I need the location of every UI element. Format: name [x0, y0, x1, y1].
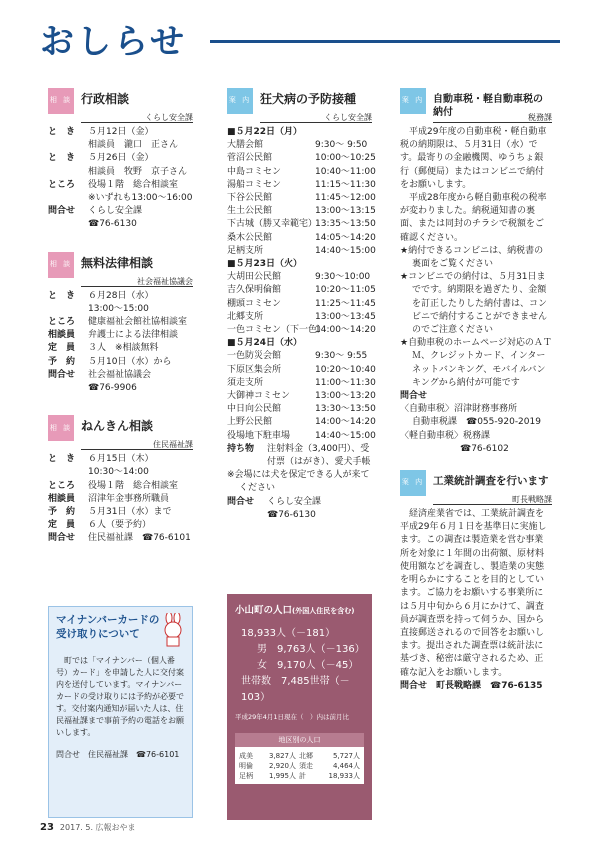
- row-label: と き: [48, 290, 76, 301]
- card-body: 町では「マイナンバー（個人番号）カード」を申請した人に交付案内を送付しています。マイナンバーカードの受け取りには予約が必要です。交付案内通知が届いた人は、住民福祉課まで事前予約の電話をお願いします。: [56, 656, 184, 737]
- row-value: 相談員 瀧口 正さん: [88, 140, 179, 151]
- row-value: 相談員 牧野 京子さん: [88, 166, 188, 177]
- row-label: 定 員: [48, 343, 76, 354]
- time: 13:00～13:15: [315, 206, 376, 217]
- label: 問合せ: [227, 496, 255, 507]
- schedule-date: ■５月23日（火）: [227, 259, 303, 270]
- venue: 須走支所: [227, 377, 264, 388]
- venue: 生土公民館: [227, 206, 273, 217]
- time: 11:45～12:00: [315, 193, 376, 204]
- venue: 中日向公民館: [227, 404, 282, 415]
- area-table: [235, 733, 364, 784]
- pop-note: 平成29年4月1日現在（ ）内は前月比: [235, 713, 350, 721]
- area-cell: 18,933人: [328, 772, 360, 780]
- section-title: ねんきん相談: [81, 419, 154, 434]
- schedule-row: [227, 311, 376, 324]
- row-label: [48, 166, 88, 179]
- time: 11:00～11:30: [315, 377, 376, 388]
- section-tag: 相 談: [48, 252, 74, 278]
- paragraph: 平成28年度から軽自動車税の税率が変わりました。納税通知書の裏面、または同封のチラシで税額をご確認ください。: [400, 193, 547, 243]
- venue: 湯船コミセン: [227, 179, 282, 190]
- time: 13:35～13:50: [315, 219, 376, 230]
- info-row: [48, 342, 193, 355]
- info-row: [48, 303, 193, 316]
- venue: 北郷支所: [227, 311, 264, 322]
- contact: 〈自動車税〉沼津財務事務所: [400, 404, 518, 415]
- schedule-row: [227, 205, 376, 218]
- mynumber-card: [48, 606, 193, 818]
- row-value: 沼津年金事務所職員: [88, 493, 170, 504]
- row-label: と き: [48, 454, 76, 465]
- section-nenkin: [48, 415, 193, 545]
- row-value: ６月28日（水）: [88, 290, 154, 301]
- info-row: [48, 316, 193, 329]
- area-cell: 5,727人: [332, 752, 360, 760]
- area-cell: 2,920人: [268, 762, 296, 770]
- venue: 吉久保明倫館: [227, 285, 282, 296]
- venue: 役場地下駐車場: [227, 430, 291, 441]
- info-row: [48, 218, 193, 231]
- area-title: 地区別の人口: [235, 733, 364, 747]
- rabies-schedule: [227, 126, 376, 443]
- section-tag: 案 内: [400, 88, 426, 114]
- venue: 下谷公民館: [227, 193, 273, 204]
- schedule-row: [227, 152, 376, 165]
- section-body: [48, 290, 193, 396]
- card-contact: 問合せ 住民福祉課 ☎76-6101: [56, 750, 180, 759]
- section-tag: 案 内: [400, 470, 426, 496]
- row-label: 予 約: [48, 356, 76, 367]
- venue: 一色コミセン（下一色）: [227, 325, 327, 336]
- info-row: [48, 179, 193, 192]
- section-dept: くらし安全課: [145, 113, 193, 122]
- info-row: [48, 166, 193, 179]
- time: 14:00～14:20: [315, 325, 376, 336]
- schedule-row: [227, 350, 372, 363]
- row-label: [48, 192, 88, 205]
- info-row: [48, 453, 193, 466]
- section-dept: くらし安全課: [324, 113, 372, 122]
- schedule-row: [227, 245, 376, 258]
- section-dept: 住民福祉課: [153, 440, 193, 450]
- row-value: ６月15日（木）: [88, 454, 154, 465]
- venue: 棚頭コミセン: [227, 298, 282, 309]
- info-row: [48, 290, 193, 303]
- row-value: 健康福祉会館社協相談室: [88, 317, 188, 328]
- time: 13:30～13:50: [315, 404, 376, 415]
- contact: 問合せ 町長戦略課 ☎76-6135: [400, 680, 543, 691]
- info-row: [48, 329, 193, 342]
- row-value: 10:30～14:00: [88, 467, 149, 478]
- pop-total: 18,933人（－181）: [241, 628, 336, 639]
- row-value: ５月26日（金）: [88, 153, 154, 164]
- row-label: 相談員: [48, 493, 76, 504]
- time: 10:20～10:40: [315, 364, 376, 375]
- row-value: ※いずれも13:00～16:00: [88, 193, 193, 204]
- info-row: [48, 519, 193, 532]
- left-column: [48, 88, 193, 554]
- row-value: 役場１階 総合相談室: [88, 179, 179, 190]
- row-label: と き: [48, 153, 76, 164]
- footer: [40, 822, 136, 833]
- schedule-row: [227, 430, 376, 443]
- info-row: [48, 532, 193, 545]
- row-value: 住民福祉課 ☎76-6101: [88, 533, 191, 544]
- contact: 〈軽自動車税〉税務課: [400, 430, 491, 441]
- area-cell: 1,995人: [268, 772, 296, 780]
- mascot-icon: [160, 613, 186, 647]
- page-header: [40, 12, 560, 62]
- area-cell: 4,464人: [332, 762, 360, 770]
- contact-phone: ☎76-6130: [267, 509, 316, 520]
- row-label: ところ: [48, 317, 76, 328]
- area-cell: 計: [299, 772, 306, 780]
- pop-female: 女 9,170人（－45）: [257, 660, 359, 671]
- paragraph: 平成29年度の自動車税・軽自動車税の納期限は、５月31日（水）です。最寄りの金融機関、ゆうちょ銀行（郵便局）またはコンビニで納付をお願いします。: [400, 127, 547, 190]
- venue: 大胡田公民館: [227, 272, 282, 283]
- schedule-row: [227, 403, 376, 416]
- row-value: ５月10日（水）から: [88, 356, 172, 367]
- row-value: くらし安全課: [88, 206, 143, 217]
- contact: ☎76-6102: [460, 443, 509, 454]
- section-title: 狂犬病の予防接種: [260, 92, 357, 106]
- row-label: [48, 303, 88, 316]
- time: 9:30～ 9:55: [315, 351, 368, 362]
- row-label: 定 員: [48, 520, 76, 531]
- row-value: ３人 ※相談無料: [88, 343, 159, 354]
- time: 14:05～14:20: [315, 232, 376, 243]
- section-dept: 社会福祉協議会: [137, 276, 193, 286]
- contact: くらし安全課: [267, 496, 322, 507]
- section-tag: 案 内: [227, 88, 253, 114]
- section-title: 自動車税・軽自動車税の納付: [433, 94, 543, 119]
- schedule-row: [227, 324, 376, 337]
- issue-label: 2017. 5. 広報おやま: [59, 823, 136, 832]
- venue: 下原区集会所: [227, 364, 282, 375]
- venue: 桑木公民館: [227, 232, 273, 243]
- note: ※会場には犬を保定できる人が来てください: [227, 470, 370, 494]
- section-rabies: [227, 88, 376, 522]
- area-cell: 3,827人: [268, 752, 296, 760]
- card-title: マイナンバーカードの受け取りについて: [56, 614, 160, 640]
- section-tax: [400, 88, 552, 456]
- schedule-row: [227, 390, 376, 403]
- section-dept: 町長戦略課: [512, 495, 552, 505]
- paragraph: 経済産業省では、工業統計調査を平成29年６月１日を基準日に実施します。この調査は製造業を営む事業所を対象に１年間の出荷額、原材料使用額などを調査し、製造業の実態を明らかにすることを目的としています。ご協力をお願いする事業所には５月中旬から６月にかけて、調査員が調査票を持って伺うか、国から直接郵送されるので回答をお願いします。提出された調査票は統計法に基づき、秘密は厳守されるため、正確な記入をお願いします。: [400, 509, 547, 678]
- time: 9:30～10:00: [315, 272, 371, 283]
- row-label: [48, 218, 88, 231]
- row-value: 役場１階 総合相談室: [88, 480, 179, 491]
- row-label: 予 約: [48, 507, 76, 518]
- info-row: [48, 369, 193, 382]
- area-cell: 須走: [299, 762, 313, 770]
- pop-male: 男 9,763人（－136）: [257, 644, 365, 655]
- time: 10:40～11:00: [315, 166, 376, 177]
- venue: 足柄支所: [227, 245, 264, 256]
- bullet: ★自動車税のホームページ対応のＡＴＭ、クレジットカード、インターネットバンキング、モバイルバンキングから納付が可能です: [400, 338, 552, 388]
- pop-households: 世帯数 7,485世帯（－103）: [241, 676, 350, 703]
- title-rule: [210, 40, 560, 43]
- section-body: [48, 453, 193, 545]
- page-number: 23: [40, 822, 54, 833]
- motimono: 注射料金（3,400円）、受付票（はがき）、愛犬手帳: [267, 443, 371, 468]
- row-label: 相談員: [48, 330, 76, 341]
- info-row: [48, 466, 193, 479]
- schedule-row: [227, 364, 376, 377]
- row-value: ６人（要予約）: [88, 520, 152, 531]
- population-title: 小山町の人口(外国人住民を含む): [235, 605, 355, 616]
- row-value: 13:00～15:00: [88, 303, 149, 314]
- area-cell: 北郷: [299, 752, 313, 760]
- section-body: [48, 126, 193, 232]
- bullet: ★コンビニでの納付は、５月31日までです。納期限を過ぎたり、金額を訂正したりした納付書は、コンビニで納付することができませんのでご注意ください: [400, 272, 548, 336]
- section-title: 無料法律相談: [81, 255, 154, 270]
- schedule-row: [227, 179, 376, 192]
- schedule-row: [227, 218, 376, 231]
- row-value: ☎76-6130: [88, 219, 137, 230]
- label: 持ち物: [227, 443, 255, 454]
- section-houritsu: [48, 252, 193, 396]
- time: 14:00～14:20: [315, 417, 376, 428]
- schedule-row: [227, 416, 376, 429]
- area-cell: 明倫: [239, 762, 253, 770]
- section-gyosei: [48, 88, 193, 232]
- time: 10:20～11:05: [315, 285, 376, 296]
- info-row: [48, 506, 193, 519]
- schedule-row: [227, 139, 372, 152]
- area-cell: 足柄: [239, 772, 253, 780]
- time: 11:25～11:45: [315, 298, 376, 309]
- venue: 一色防災会館: [227, 351, 282, 362]
- section-tag: 相 談: [48, 415, 74, 441]
- time: 13:00～13:45: [315, 311, 376, 322]
- time: 14:40～15:00: [315, 245, 376, 256]
- label: 問合せ: [400, 391, 428, 402]
- schedule-row: [227, 284, 376, 297]
- time: 13:00～13:20: [315, 391, 376, 402]
- schedule-date: ■５月24日（水）: [227, 338, 303, 349]
- info-row: [48, 126, 193, 139]
- row-value: ☎76-9906: [88, 383, 137, 394]
- time: 14:40～15:00: [315, 430, 376, 441]
- venue: 中島コミセン: [227, 166, 282, 177]
- section-tag: 相 談: [48, 88, 74, 114]
- row-value: 弁護士による法律相談: [88, 330, 179, 341]
- row-label: 問合せ: [48, 369, 76, 380]
- schedule-row: [227, 192, 376, 205]
- area-cell: 成美: [239, 752, 253, 760]
- info-row: [48, 480, 193, 493]
- row-label: ところ: [48, 480, 76, 491]
- venue: 上野公民館: [227, 417, 273, 428]
- time: 11:15～11:30: [315, 179, 376, 190]
- row-label: 問合せ: [48, 206, 76, 217]
- row-value: ５月31日（水）まで: [88, 507, 172, 518]
- section-title: 行政相談: [81, 92, 130, 106]
- right-column: [400, 88, 552, 701]
- schedule-row: [227, 166, 376, 179]
- venue: 菅沼公民館: [227, 153, 273, 164]
- row-value: 社会福祉協議会: [88, 369, 152, 380]
- info-row: [48, 152, 193, 165]
- info-row: [48, 192, 193, 205]
- row-label: [48, 139, 88, 152]
- contact: 自動車税課 ☎055-920-2019: [412, 417, 541, 428]
- schedule-row: [227, 298, 376, 311]
- venue: 大御神コミセン: [227, 391, 291, 402]
- info-row: [48, 382, 193, 395]
- row-value: ５月12日（金）: [88, 127, 154, 137]
- venue: 下古城（勝又幸範宅）: [227, 219, 318, 230]
- section-title: 工業統計調査を行います: [433, 475, 549, 488]
- schedule-row: [227, 271, 372, 284]
- info-row: [48, 493, 193, 506]
- row-label: と き: [48, 127, 76, 137]
- schedule-row: [227, 232, 376, 245]
- row-label: ところ: [48, 179, 76, 190]
- info-row: [48, 356, 193, 369]
- schedule-date: ■５月22日（月）: [227, 127, 303, 137]
- row-label: [48, 382, 88, 395]
- population-box: [227, 594, 372, 820]
- venue: 大膳会館: [227, 140, 264, 151]
- bullet: ★納付できるコンビニは、納税書の裏面をご覧ください: [400, 245, 544, 270]
- info-row: [48, 205, 193, 218]
- schedule-row: [227, 377, 376, 390]
- middle-column: [227, 88, 376, 530]
- row-label: [48, 466, 88, 479]
- row-label: 問合せ: [48, 533, 76, 544]
- section-dept: 税務課: [528, 113, 552, 122]
- page-title: おしらせ: [40, 22, 187, 62]
- time: 10:00～10:25: [315, 153, 376, 164]
- info-row: [48, 139, 193, 152]
- section-toukei: [400, 470, 552, 693]
- time: 9:30～ 9:50: [315, 140, 368, 151]
